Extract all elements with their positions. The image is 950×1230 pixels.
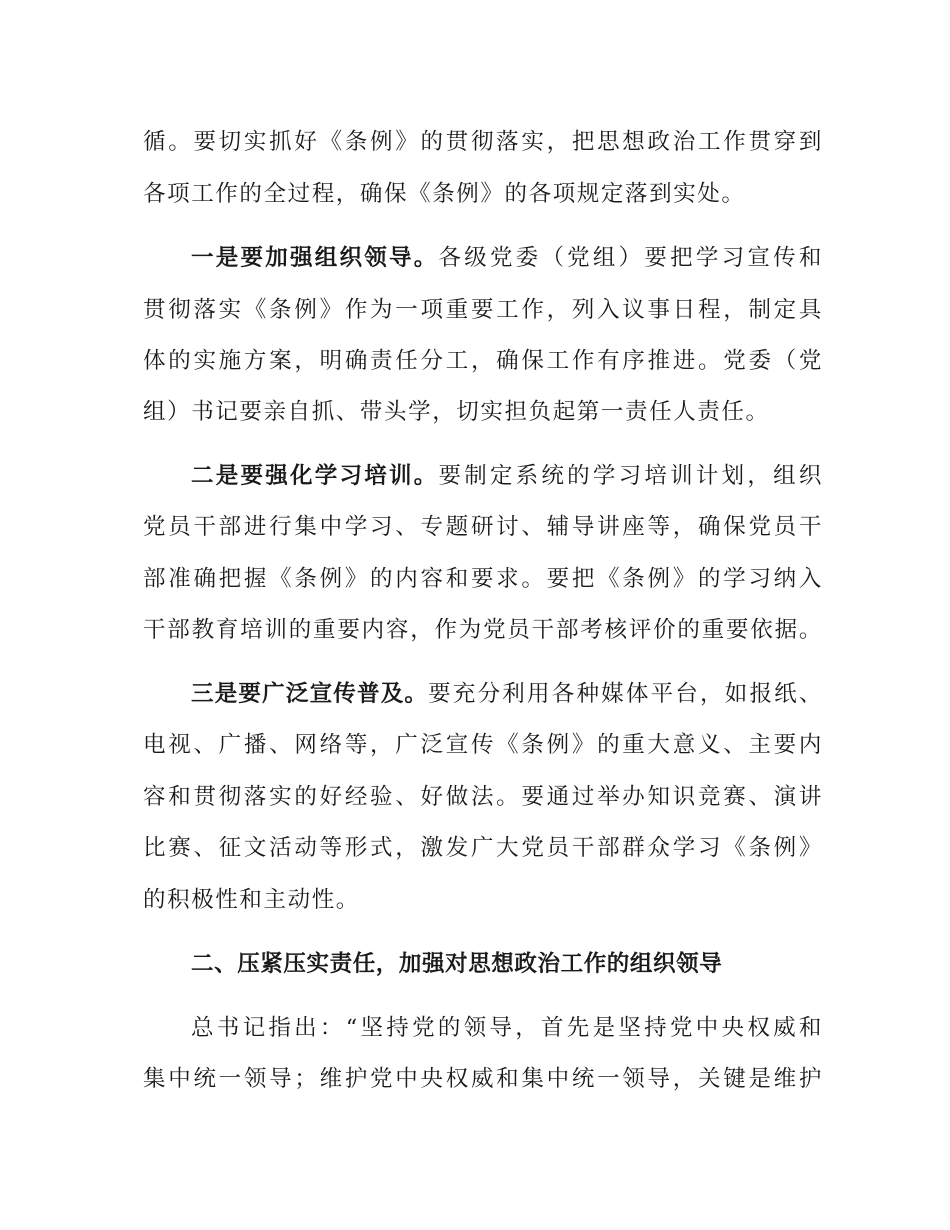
- paragraph-three-first-line: [191, 679, 823, 709]
- text-line: 的积极性和主动性。: [143, 887, 360, 913]
- text-line: 贯彻落实《条例》作为一项重要工作，列入议事日程，制定具: [143, 297, 823, 323]
- text-line: 党员干部进行集中学习、专题研讨、辅导讲座等，确保党员干: [143, 514, 823, 540]
- text-line: 体的实施方案，明确责任分工，确保工作有序推进。党委（党: [143, 348, 823, 374]
- text-line: 部准确把握《条例》的内容和要求。要把《条例》的学习纳入: [143, 566, 823, 592]
- text-line: 比赛、征文活动等形式，激发广大党员干部群众学习《条例》: [143, 835, 823, 861]
- text-line: 容和贯彻落实的好经验、好做法。要通过举办知识竞赛、演讲: [143, 784, 823, 810]
- paragraph-text: 各级党委（党组）要把学习宣传和: [438, 245, 823, 271]
- paragraph-one-first-line: [191, 243, 823, 273]
- paragraph-text: 要充分利用各种媒体平台，如报纸、: [428, 681, 823, 707]
- paragraph-two-first-line: [191, 461, 823, 491]
- text-line: 集中统一领导；维护党中央权威和集中统一领导，关键是维护: [143, 1066, 823, 1092]
- section-heading: 二、压紧压实责任，加强对思想政治工作的组织领导: [191, 951, 723, 977]
- text-line: 组）书记要亲自抓、带头学，切实担负起第一责任人责任。: [143, 399, 770, 425]
- paragraph-lead-bold: 一是要加强组织领导。: [191, 245, 439, 271]
- paragraph-quote-first-line: 总书记指出：“坚持党的领导，首先是坚持党中央权威和: [191, 1015, 823, 1041]
- text-line: 电视、广播、网络等，广泛宣传《条例》的重大意义、主要内: [143, 732, 823, 758]
- paragraph-text: 要制定系统的学习培训计划，组织: [438, 463, 823, 489]
- paragraph-lead-bold: 三是要广泛宣传普及。: [191, 681, 429, 707]
- paragraph-lead-bold: 二是要强化学习培训。: [191, 463, 439, 489]
- text-line: 干部教育培训的重要内容，作为党员干部考核评价的重要依据。: [143, 617, 823, 643]
- text-line: 循。要切实抓好《条例》的贯彻落实，把思想政治工作贯穿到: [143, 129, 823, 155]
- text-line: 各项工作的全过程，确保《条例》的各项规定落到实处。: [143, 181, 746, 207]
